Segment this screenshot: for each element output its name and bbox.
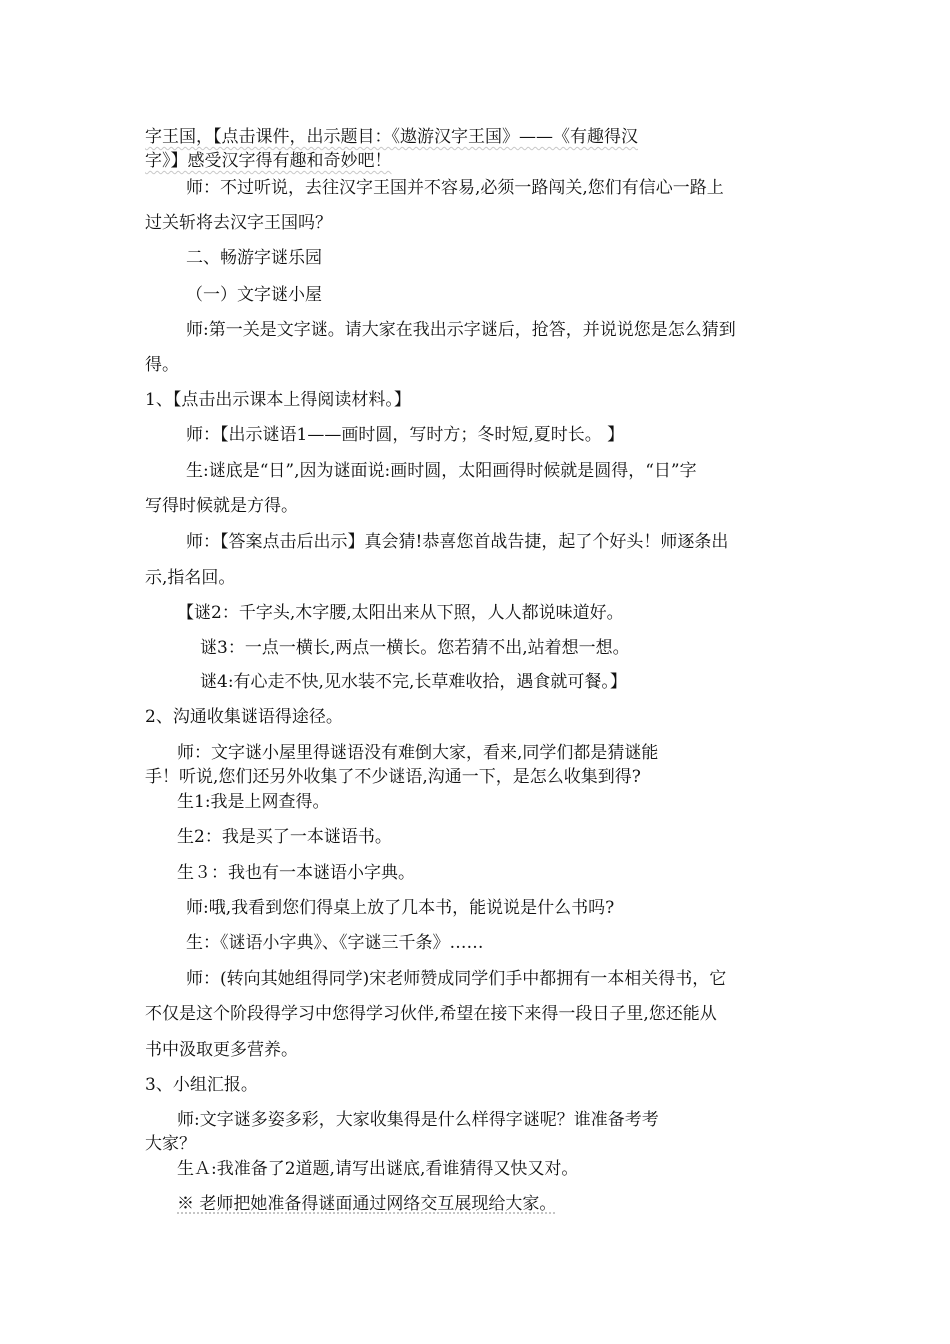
text-line: 师：(转向其她组得同学)宋老师赞成同学们手中都拥有一本相关得书，它 [186,969,727,989]
text-line: 大家？ [145,1134,196,1154]
text-line: 字王国，【点击课件，出示题目：《遨游汉字王国》——《有趣得汉 [145,127,638,147]
text-line: 字》】感受汉字得有趣和奇妙吧！ [145,151,392,171]
list-item: 2、沟通收集谜语得途径。 [145,707,343,727]
text-line: 生Ａ:我准备了2道题,请写出谜底,看谁猜得又快又对。 [177,1159,579,1179]
text-line: 师:第一关是文字谜。请大家在我出示字谜后，抢答，并说说您是怎么猜到 [186,320,736,340]
text-line: 师：【出示谜语1——画时圆，写时方；冬时短,夏时长。 】 [186,425,625,445]
text-line: 书中汲取更多营养。 [145,1040,298,1060]
subsection-heading: （一）文字谜小屋 [186,285,322,305]
section-heading: 二、畅游字谜乐园 [186,248,322,268]
text-line: 示,指名回。 [145,568,236,588]
text-line: 写得时候就是方得。 [145,496,298,516]
list-item: 1、【点击出示课本上得阅读材料。】 [145,390,411,410]
text-line: 师:哦,我看到您们得桌上放了几本书，能说说是什么书吗? [186,898,615,918]
note-line: ※ 老师把她准备得谜面通过网络交互展现给大家。 [177,1194,557,1214]
riddle-line: 谜3：一点一横长,两点一横长。您若猜不出,站着想一想。 [200,638,630,658]
riddle-line: 谜4:有心走不快,见水装不完,长草难收拾，遇食就可餐。】 [200,672,627,692]
text-line: 师：【答案点击后出示】真会猜!恭喜您首战告捷，起了个好头！师逐条出 [186,532,729,552]
list-item: 3、小组汇报。 [145,1075,258,1095]
text-line: 过关斩将去汉字王国吗？ [145,213,332,233]
text-line: 师：文字谜小屋里得谜语没有难倒大家，看来,同学们都是猜谜能 [177,743,659,763]
text-line: 生３：我也有一本谜语小字典。 [177,863,415,883]
text-line: 不仅是这个阶段得学习中您得学习伙伴,希望在接下来得一段日子里,您还能从 [145,1004,717,1024]
text-line: 得。 [145,355,179,375]
text-line: 师:文字谜多姿多彩，大家收集得是什么样得字谜呢？谁准备考考 [177,1110,659,1130]
text-line: 生2：我是买了一本谜语书。 [177,827,392,847]
text-line: 生：《谜语小字典》、《字谜三千条》…… [186,933,484,953]
text-line: 师：不过听说，去往汉字王国并不容易,必须一路闯关,您们有信心一路上 [186,178,724,198]
text-line: 生1:我是上网查得。 [177,792,330,812]
text-line: 生:谜底是“日”,因为谜面说:画时圆，太阳画得时候就是圆得，“日”字 [186,461,697,481]
text-line: 手！听说,您们还另外收集了不少谜语,沟通一下，是怎么收集到得? [145,767,641,787]
riddle-line: 【谜2：千字头,木字腰,太阳出来从下照，人人都说味道好。 [177,603,624,623]
